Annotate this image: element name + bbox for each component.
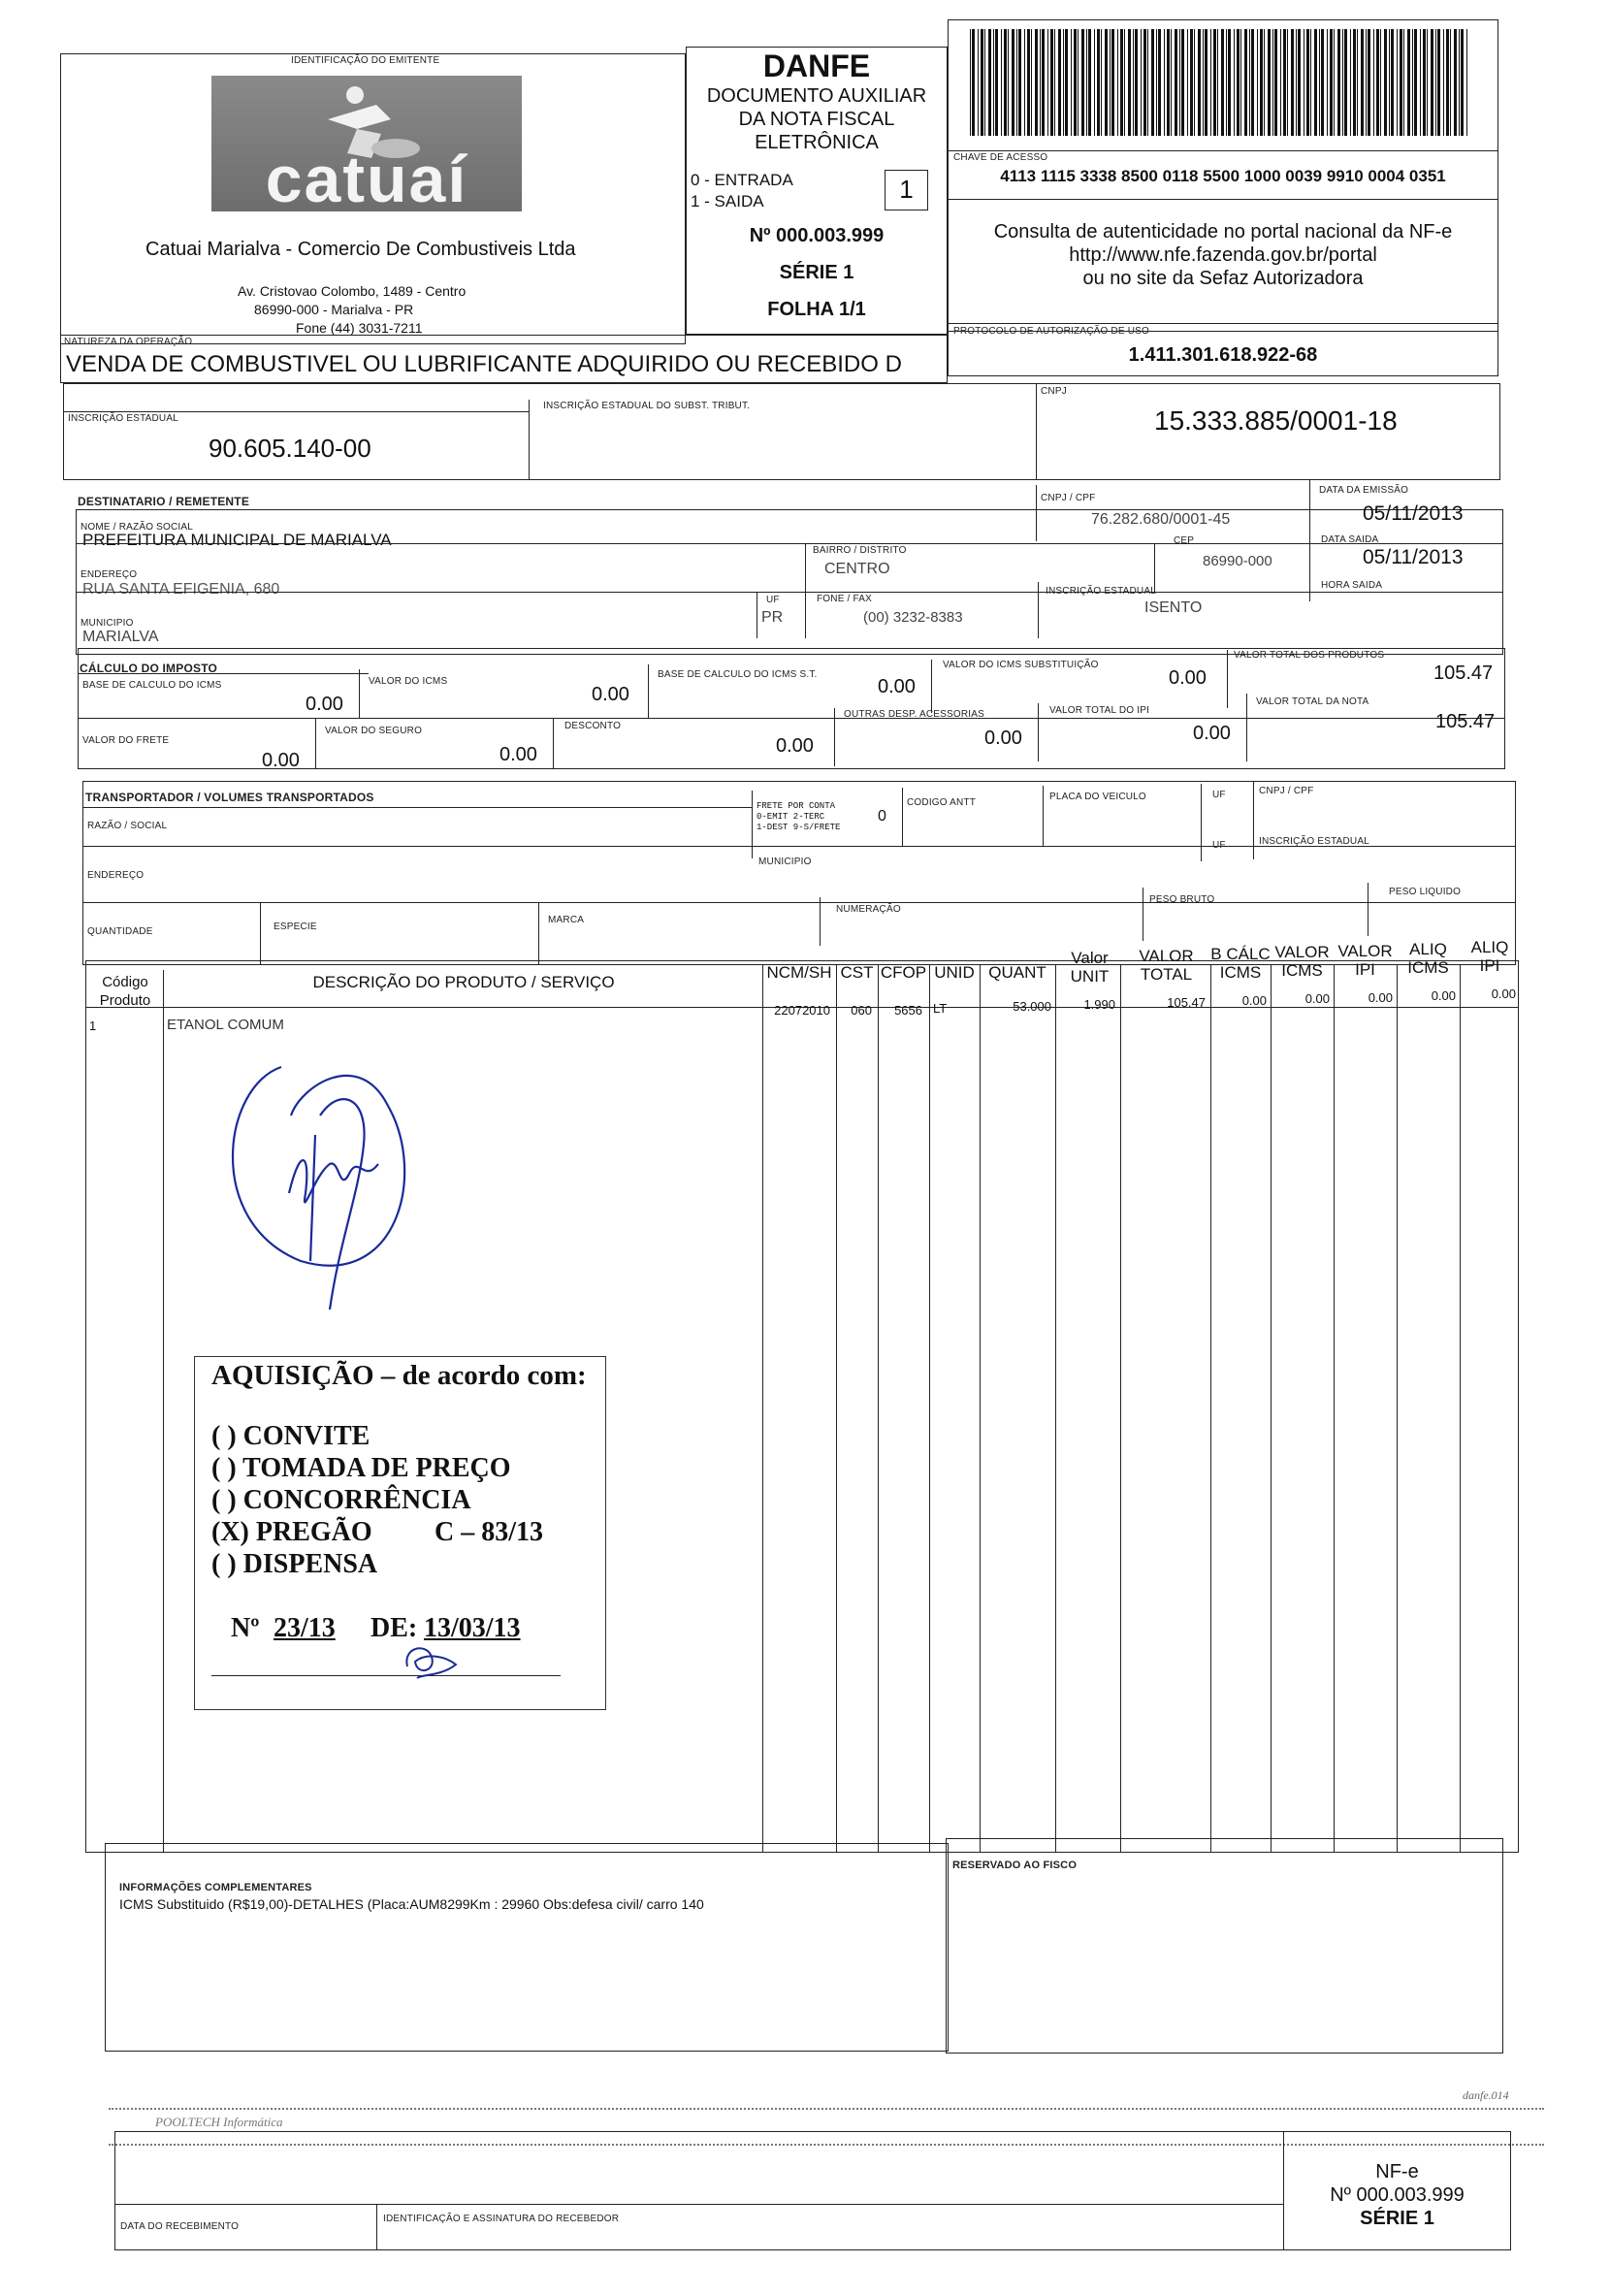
barcode-bar bbox=[1205, 29, 1208, 136]
stamp-opt-dispensa: ( ) DISPENSA bbox=[211, 1549, 378, 1579]
barcode-bar bbox=[1389, 29, 1390, 136]
barcode-bar bbox=[1042, 29, 1045, 136]
barcode-bar bbox=[1423, 29, 1426, 136]
dest-ie-value: ISENTO bbox=[1144, 599, 1203, 616]
barcode-bar bbox=[1368, 29, 1370, 136]
peso-liquido-label: PESO LIQUIDO bbox=[1389, 887, 1462, 897]
barcode-bar bbox=[1040, 29, 1041, 136]
data-saida: 05/11/2013 bbox=[1363, 546, 1464, 568]
item-ncm: 22072010 bbox=[774, 1003, 830, 1018]
stamp-opt-pregao: (X) PREGÃO bbox=[211, 1517, 372, 1547]
barcode-bar bbox=[1101, 29, 1102, 136]
natureza-value: VENDA DE COMBUSTIVEL OU LUBRIFICANTE ADQUIRIDO OU RECEBIDO D bbox=[66, 351, 902, 377]
barcode-bar bbox=[1088, 29, 1091, 136]
item-vicms: 0.00 bbox=[1304, 991, 1330, 1006]
danfe-subtitle-1: DOCUMENTO AUXILIAR bbox=[706, 85, 927, 107]
barcode-bar bbox=[1171, 29, 1172, 136]
barcode-bar bbox=[1291, 29, 1294, 136]
barcode-bar bbox=[995, 29, 998, 136]
item-cfop: 5656 bbox=[894, 1003, 922, 1018]
stamp-date: 13/03/13 bbox=[424, 1613, 521, 1643]
v-prod-label: VALOR TOTAL DOS PRODUTOS bbox=[1234, 650, 1385, 661]
frete-value: 0.00 bbox=[262, 750, 300, 771]
item-descricao: ETANOL COMUM bbox=[167, 1017, 284, 1033]
danfe-version: danfe.014 bbox=[1463, 2088, 1509, 2102]
stamp-num: 23/13 bbox=[274, 1613, 336, 1643]
municipio-label: MUNICIPIO bbox=[80, 618, 134, 629]
antt-label: CODIGO ANTT bbox=[907, 797, 977, 808]
desconto-label: DESCONTO bbox=[564, 721, 622, 731]
placa-label: PLACA DO VEICULO bbox=[1049, 792, 1146, 802]
barcode bbox=[970, 29, 1474, 136]
logo-text: catuaí bbox=[265, 143, 468, 216]
footer-serie: SÉRIE 1 bbox=[1360, 2208, 1434, 2229]
barcode-bar bbox=[1397, 29, 1398, 136]
barcode-bar bbox=[1435, 29, 1436, 136]
barcode-bar bbox=[1156, 29, 1157, 136]
item-bc: 0.00 bbox=[1241, 993, 1267, 1008]
barcode-bar bbox=[1403, 29, 1404, 136]
barcode-bar bbox=[1008, 29, 1009, 136]
dest-nome: PREFEITURA MUNICIPAL DE MARIALVA bbox=[82, 531, 392, 549]
info-label: INFORMAÇÕES COMPLEMENTARES bbox=[119, 1882, 312, 1893]
barcode-bar bbox=[1330, 29, 1333, 136]
barcode-bar bbox=[1466, 29, 1467, 136]
barcode-bar bbox=[1443, 29, 1444, 136]
stamp-opt-concorrencia: ( ) CONCORRÊNCIA bbox=[211, 1485, 471, 1515]
ipi-label: VALOR TOTAL DO IPI bbox=[1049, 705, 1150, 716]
barcode-bar bbox=[984, 29, 985, 136]
v-nota-value: 105.47 bbox=[1435, 711, 1496, 732]
uf-label: UF bbox=[766, 595, 780, 605]
barcode-bar bbox=[1314, 29, 1317, 136]
barcode-bar bbox=[1164, 29, 1165, 136]
barcode-bar bbox=[1310, 29, 1311, 136]
frete-conta-2: 0-EMIT 2-TERC bbox=[757, 812, 825, 822]
col-descricao: DESCRIÇÃO DO PRODUTO / SERVIÇO bbox=[312, 973, 615, 991]
chave-value: 4113 1115 3338 8500 0118 5500 1000 0039 9910 0004 0351 bbox=[1000, 167, 1446, 185]
barcode-bar bbox=[1065, 29, 1068, 136]
barcode-bar bbox=[1306, 29, 1309, 136]
protocolo-label: PROTOCOLO DE AUTORIZAÇÃO DE USO bbox=[953, 326, 1149, 337]
emitente-label: IDENTIFICAÇÃO DO EMITENTE bbox=[291, 55, 440, 66]
entrada-label: 0 - ENTRADA bbox=[691, 171, 793, 189]
consulta-line-3: ou no site da Sefaz Autorizadora bbox=[1082, 268, 1364, 289]
danfe-subtitle-2: DA NOTA FISCAL bbox=[738, 109, 895, 130]
barcode-bar bbox=[1124, 29, 1125, 136]
barcode-bar bbox=[1283, 29, 1286, 136]
barcode-bar bbox=[1361, 29, 1364, 136]
outras-value: 0.00 bbox=[984, 728, 1022, 749]
stamp-opt-tomada: ( ) TOMADA DE PREÇO bbox=[211, 1453, 511, 1483]
col-vtotal: VALOR TOTAL bbox=[1139, 947, 1194, 984]
barcode-bar bbox=[1128, 29, 1131, 136]
barcode-bar bbox=[1450, 29, 1451, 136]
barcode-bar bbox=[1251, 29, 1254, 136]
barcode-bar bbox=[1027, 29, 1030, 136]
barcode-bar bbox=[1268, 29, 1271, 136]
ie-label: INSCRIÇÃO ESTADUAL bbox=[68, 413, 178, 424]
col-unid: UNID bbox=[934, 963, 975, 982]
ident-recebedor-label: IDENTIFICAÇÃO E ASSINATURA DO RECEBEDOR bbox=[383, 2214, 620, 2224]
barcode-bar bbox=[1427, 29, 1428, 136]
barcode-bar bbox=[1249, 29, 1250, 136]
municipio-value: MARIALVA bbox=[82, 629, 159, 645]
barcode-bar bbox=[1054, 29, 1055, 136]
bc-icms-label: BASE DE CALCULO DO ICMS bbox=[82, 680, 222, 691]
barcode-bar bbox=[1203, 29, 1204, 136]
v-icms-value: 0.00 bbox=[592, 684, 629, 705]
transp-uf-label: UF bbox=[1212, 790, 1226, 800]
barcode-bar bbox=[1296, 29, 1297, 136]
footer-nfe: NF-e bbox=[1375, 2161, 1419, 2183]
barcode-bar bbox=[1353, 29, 1356, 136]
seguro-label: VALOR DO SEGURO bbox=[325, 726, 423, 736]
item-vunit: 1.990 bbox=[1083, 997, 1115, 1012]
item-vtotal: 105.47 bbox=[1167, 995, 1206, 1010]
numeracao-label: NUMERAÇÃO bbox=[836, 904, 901, 915]
danfe-numero: Nº 000.003.999 bbox=[749, 225, 885, 246]
item-cst: 060 bbox=[851, 1003, 872, 1018]
emissao-label: DATA DA EMISSÃO bbox=[1319, 485, 1409, 496]
barcode-bar bbox=[1110, 29, 1111, 136]
barcode-bar bbox=[1111, 29, 1114, 136]
transp-uf2-label: UF bbox=[1212, 840, 1226, 851]
barcode-bar bbox=[1461, 29, 1464, 136]
item-aipi: 0.00 bbox=[1491, 986, 1516, 1001]
barcode-bar bbox=[1337, 29, 1340, 136]
barcode-bar bbox=[970, 29, 971, 136]
barcode-bar bbox=[1446, 29, 1449, 136]
col-cst: CST bbox=[840, 963, 874, 982]
barcode-bar bbox=[1459, 29, 1460, 136]
tipo-value: 1 bbox=[899, 175, 914, 204]
barcode-bar bbox=[1135, 29, 1138, 136]
emitente-address: Av. Cristovao Colombo, 1489 - Centro bbox=[238, 283, 467, 299]
stamp-num-prefix: Nº bbox=[231, 1613, 260, 1643]
dest-cnpj-label: CNPJ / CPF bbox=[1041, 493, 1096, 503]
destinatario-section: DESTINATARIO / REMETENTE bbox=[78, 495, 250, 508]
signature bbox=[194, 1028, 466, 1319]
saida-label: 1 - SAIDA bbox=[691, 192, 764, 210]
consulta-line-1: Consulta de autenticidade no portal nacional da NF-e bbox=[993, 221, 1453, 243]
item-unid: LT bbox=[933, 1001, 948, 1016]
barcode-bar bbox=[1373, 29, 1374, 136]
info-box bbox=[105, 1843, 949, 2052]
transp-endereco-label: ENDEREÇO bbox=[87, 870, 145, 881]
barcode-bar bbox=[1344, 29, 1347, 136]
barcode-bar bbox=[978, 29, 979, 136]
barcode-bar bbox=[1376, 29, 1379, 136]
frete-conta-3: 1-DEST 9-S/FRETE bbox=[757, 823, 841, 832]
barcode-bar bbox=[1018, 29, 1021, 136]
barcode-bar bbox=[1151, 29, 1154, 136]
barcode-bar bbox=[1004, 29, 1007, 136]
pooltech-label: POOLTECH Informática bbox=[155, 2115, 283, 2129]
razao-label: RAZÃO / SOCIAL bbox=[87, 821, 168, 831]
bc-icms-value: 0.00 bbox=[306, 694, 343, 715]
bairro-value: CENTRO bbox=[824, 561, 890, 577]
frete-conta-1: FRETE POR CONTA bbox=[757, 801, 836, 811]
barcode-bar bbox=[1031, 29, 1032, 136]
barcode-bar bbox=[1244, 29, 1247, 136]
barcode-bar bbox=[1047, 29, 1048, 136]
danfe-title: DANFE bbox=[762, 49, 871, 83]
chave-label: CHAVE DE ACESSO bbox=[953, 152, 1048, 163]
barcode-bar bbox=[981, 29, 983, 136]
barcode-bar bbox=[1024, 29, 1025, 136]
transp-ie-label: INSCRIÇÃO ESTADUAL bbox=[1259, 836, 1369, 847]
barcode-bar bbox=[1334, 29, 1335, 136]
ie-st-label: INSCRIÇÃO ESTADUAL DO SUBST. TRIBUT. bbox=[543, 401, 751, 411]
barcode-bar bbox=[1221, 29, 1224, 136]
barcode-bar bbox=[1407, 29, 1410, 136]
barcode-bar bbox=[1400, 29, 1402, 136]
danfe-folha: FOLHA 1/1 bbox=[767, 299, 866, 320]
barcode-bar bbox=[1016, 29, 1017, 136]
dest-nome-label: NOME / RAZÃO SOCIAL bbox=[80, 522, 194, 533]
barcode-bar bbox=[1175, 29, 1177, 136]
barcode-bar bbox=[1179, 29, 1180, 136]
barcode-bar bbox=[1280, 29, 1281, 136]
barcode-bar bbox=[1226, 29, 1227, 136]
seguro-value: 0.00 bbox=[499, 744, 537, 765]
item-aicms: 0.00 bbox=[1431, 988, 1456, 1003]
col-bc: B CÁLC ICMS bbox=[1210, 945, 1271, 982]
transp-municipio-label: MUNICIPIO bbox=[758, 857, 812, 867]
fisco-label: RESERVADO AO FISCO bbox=[952, 1859, 1078, 1871]
desconto-value: 0.00 bbox=[776, 735, 814, 757]
barcode-bar bbox=[1391, 29, 1394, 136]
stamp-initials bbox=[388, 1637, 466, 1681]
barcode-bar bbox=[1298, 29, 1301, 136]
barcode-bar bbox=[1420, 29, 1421, 136]
dest-cnpj: 76.282.680/0001-45 bbox=[1091, 511, 1231, 528]
barcode-bar bbox=[993, 29, 994, 136]
stamp-title: AQUISIÇÃO – de acordo com: bbox=[211, 1360, 587, 1391]
stamp-opt-convite: ( ) CONVITE bbox=[211, 1421, 370, 1451]
barcode-bar bbox=[1257, 29, 1258, 136]
barcode-bar bbox=[1117, 29, 1118, 136]
especie-label: ESPECIE bbox=[274, 922, 317, 932]
barcode-bar bbox=[1272, 29, 1273, 136]
natureza-label: NATUREZA DA OPERAÇÃO bbox=[64, 337, 193, 347]
qtd-label: QUANTIDADE bbox=[87, 926, 153, 937]
barcode-bar bbox=[1437, 29, 1440, 136]
v-st-value: 0.00 bbox=[1169, 667, 1207, 689]
barcode-bar bbox=[1141, 29, 1142, 136]
barcode-bar bbox=[1327, 29, 1328, 136]
dest-endereco: RUA SANTA EFIGENIA, 680 bbox=[82, 581, 280, 598]
barcode-bar bbox=[1274, 29, 1277, 136]
barcode-bar bbox=[1412, 29, 1413, 136]
footer-numero: Nº 000.003.999 bbox=[1330, 2184, 1465, 2206]
col-aipi: ALIQ IPI bbox=[1470, 938, 1509, 975]
v-prod-value: 105.47 bbox=[1433, 663, 1494, 684]
barcode-bar bbox=[1063, 29, 1064, 136]
protocolo-value: 1.411.301.618.922-68 bbox=[1128, 344, 1318, 366]
barcode-bar bbox=[1120, 29, 1123, 136]
stamp-de-prefix: DE: bbox=[370, 1613, 418, 1643]
v-nota-label: VALOR TOTAL DA NOTA bbox=[1256, 696, 1369, 707]
bc-st-value: 0.00 bbox=[878, 676, 916, 697]
barcode-bar bbox=[972, 29, 975, 136]
ie-value: 90.605.140-00 bbox=[209, 434, 371, 463]
col-aicms: ALIQ ICMS bbox=[1407, 940, 1449, 977]
col-vicms: VALOR ICMS bbox=[1274, 943, 1330, 980]
bc-st-label: BASE DE CALCULO DO ICMS S.T. bbox=[658, 669, 818, 680]
barcode-bar bbox=[1319, 29, 1320, 136]
emitente-cep: 86990-000 - Marialva - PR bbox=[254, 302, 414, 317]
item-vipi: 0.00 bbox=[1368, 990, 1393, 1005]
barcode-bar bbox=[1213, 29, 1216, 136]
frete-conta-value: 0 bbox=[878, 808, 886, 825]
barcode-bar bbox=[1431, 29, 1433, 136]
col-cfop: CFOP bbox=[880, 963, 927, 982]
hora-saida-label: HORA SAIDA bbox=[1321, 580, 1383, 591]
cep-value: 86990-000 bbox=[1203, 553, 1272, 569]
barcode-bar bbox=[1058, 29, 1061, 136]
barcode-bar bbox=[1384, 29, 1387, 136]
barcode-bar bbox=[1350, 29, 1351, 136]
barcode-bar bbox=[1190, 29, 1193, 136]
uf-value: PR bbox=[761, 609, 784, 626]
barcode-bar bbox=[1198, 29, 1201, 136]
dest-endereco-label: ENDEREÇO bbox=[80, 569, 138, 580]
barcode-bar bbox=[1001, 29, 1002, 136]
ipi-value: 0.00 bbox=[1193, 723, 1231, 744]
barcode-bar bbox=[1035, 29, 1038, 136]
consulta-line-2: http://www.nfe.fazenda.gov.br/portal bbox=[1069, 244, 1377, 266]
barcode-bar bbox=[1210, 29, 1211, 136]
item-codigo: 1 bbox=[89, 1019, 97, 1033]
barcode-bar bbox=[1167, 29, 1170, 136]
barcode-bar bbox=[1321, 29, 1324, 136]
barcode-bar bbox=[1357, 29, 1358, 136]
col-ncm: NCM/SH bbox=[766, 963, 832, 982]
dest-ie-label: INSCRIÇÃO ESTADUAL bbox=[1046, 586, 1156, 597]
data-saida-label: DATA SAIDA bbox=[1321, 534, 1379, 545]
barcode-bar bbox=[1081, 29, 1084, 136]
barcode-bar bbox=[1240, 29, 1241, 136]
barcode-bar bbox=[1105, 29, 1108, 136]
barcode-bar bbox=[1454, 29, 1457, 136]
data-recebimento-label: DATA DO RECEBIMENTO bbox=[120, 2221, 240, 2232]
barcode-bar bbox=[1133, 29, 1134, 136]
barcode-bar bbox=[1158, 29, 1161, 136]
stamp-pregao-ref: C – 83/13 bbox=[435, 1517, 543, 1547]
barcode-bar bbox=[1260, 29, 1263, 136]
emitente-phone: Fone (44) 3031-7211 bbox=[296, 320, 423, 336]
barcode-bar bbox=[1071, 29, 1072, 136]
barcode-bar bbox=[1094, 29, 1095, 136]
barcode-bar bbox=[1074, 29, 1077, 136]
barcode-bar bbox=[1143, 29, 1146, 136]
barcode-bar bbox=[1194, 29, 1195, 136]
barcode-bar bbox=[1050, 29, 1053, 136]
barcode-bar bbox=[1234, 29, 1235, 136]
barcode-bar bbox=[988, 29, 991, 136]
emissao-value: 05/11/2013 bbox=[1363, 502, 1464, 525]
fone-label: FONE / FAX bbox=[817, 594, 873, 604]
cnpj-label: CNPJ bbox=[1041, 386, 1067, 397]
col-vipi: VALOR IPI bbox=[1337, 942, 1393, 979]
barcode-bar bbox=[1228, 29, 1231, 136]
marca-label: MARCA bbox=[548, 915, 585, 925]
info-text: ICMS Substituido (R$19,00)-DETALHES (Placa:AUM8299Km : 29960 Obs:defesa civil/ carro 140 bbox=[119, 1896, 704, 1912]
barcode-bar bbox=[1187, 29, 1188, 136]
company-logo bbox=[211, 76, 522, 216]
bairro-label: BAIRRO / DISTRITO bbox=[813, 545, 907, 556]
barcode-bar bbox=[1380, 29, 1381, 136]
barcode-bar bbox=[1414, 29, 1417, 136]
barcode-bar bbox=[1366, 29, 1367, 136]
barcode-bar bbox=[1147, 29, 1148, 136]
barcode-bar bbox=[1078, 29, 1079, 136]
col-quant: QUANT bbox=[988, 963, 1046, 982]
v-st-label: VALOR DO ICMS SUBSTITUIÇÃO bbox=[943, 660, 1099, 670]
peso-bruto-label: PESO BRUTO bbox=[1149, 894, 1215, 905]
barcode-bar bbox=[1264, 29, 1265, 136]
danfe-serie: SÉRIE 1 bbox=[779, 262, 854, 283]
transportador-section: TRANSPORTADOR / VOLUMES TRANSPORTADOS bbox=[85, 791, 374, 804]
barcode-bar bbox=[1086, 29, 1087, 136]
fone-value: (00) 3232-8383 bbox=[863, 609, 963, 626]
frete-label: VALOR DO FRETE bbox=[82, 735, 170, 746]
v-icms-label: VALOR DO ICMS bbox=[369, 676, 448, 687]
transp-cnpj-label: CNPJ / CPF bbox=[1259, 786, 1314, 796]
barcode-bar bbox=[1097, 29, 1100, 136]
col-codigo: Código Produto bbox=[99, 974, 151, 1009]
barcode-bar bbox=[1342, 29, 1343, 136]
barcode-bar bbox=[1217, 29, 1218, 136]
danfe-subtitle-3: ELETRÔNICA bbox=[755, 132, 879, 153]
barcode-bar bbox=[1181, 29, 1184, 136]
barcode-bar bbox=[1012, 29, 1014, 136]
barcode-bar bbox=[1237, 29, 1240, 136]
cep-label: CEP bbox=[1174, 535, 1195, 546]
col-vunit: Valor UNIT bbox=[1070, 949, 1110, 986]
outras-label: OUTRAS DESP. ACESSORIAS bbox=[844, 709, 985, 720]
imposto-section: CÁLCULO DO IMPOSTO bbox=[80, 662, 218, 675]
emitente-name: Catuai Marialva - Comercio De Combustiveis Ltda bbox=[145, 239, 576, 260]
cnpj-value: 15.333.885/0001-18 bbox=[1154, 405, 1398, 436]
barcode-bar bbox=[1287, 29, 1288, 136]
item-quant: 53.000 bbox=[1013, 999, 1051, 1014]
